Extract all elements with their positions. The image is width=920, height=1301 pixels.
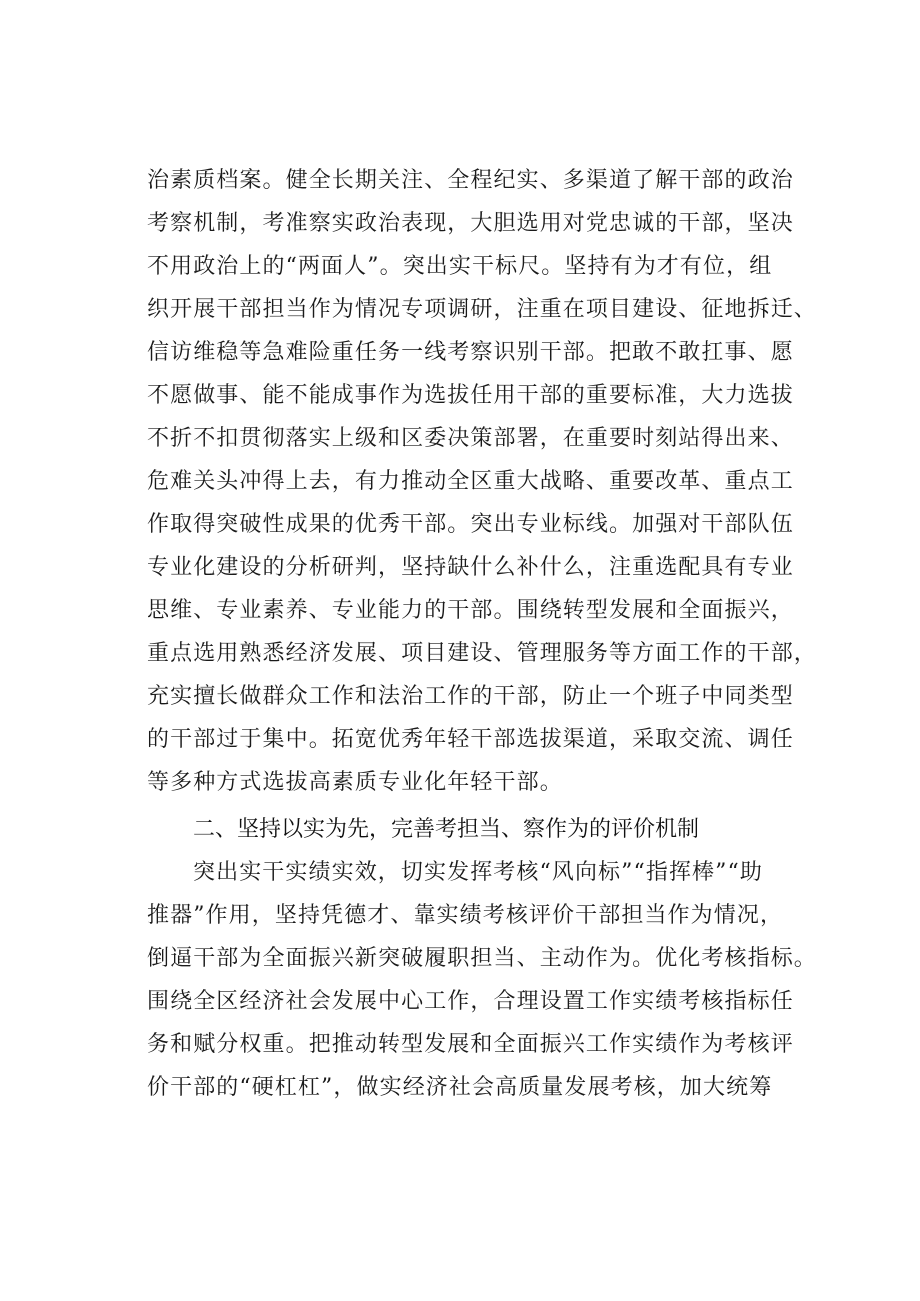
paragraph-line: 作取得突破性成果的优秀干部。突出专业标线。加强对干部队伍	[147, 512, 794, 537]
paragraph-line: 价干部的“硬杠杠”，做实经济社会高质量发展考核，加大统筹	[147, 1075, 773, 1100]
paragraph-line: 信访维稳等急难险重任务一线考察识别干部。把敢不敢扛事、愿	[147, 340, 794, 365]
paragraph-line: 不愿做事、能不能成事作为选拔任用干部的重要标准，大力选拔	[147, 383, 794, 408]
paragraph-line: 充实擅长做群众工作和法治工作的干部，防止一个班子中同类型	[147, 684, 794, 709]
paragraph-line: 思维、专业素养、专业能力的干部。围绕转型发展和全面振兴，	[147, 598, 794, 623]
paragraph-line: 务和赋分权重。把推动转型发展和全面振兴工作实绩作为考核评	[147, 1032, 794, 1057]
paragraph-line: 不用政治上的“两面人”。突出实干标尺。坚持有为才有位，组	[147, 254, 773, 279]
paragraph-line: 重点选用熟悉经济发展、项目建设、管理服务等方面工作的干部，	[147, 641, 817, 666]
paragraph-line: 考察机制，考准察实政治表现，大胆选用对党忠诚的干部，坚决	[147, 211, 794, 236]
paragraph-line: 突出实干实绩实效，切实发挥考核“风向标”“指挥棒”“助	[193, 860, 763, 885]
paragraph-line: 不折不扣贯彻落实上级和区委决策部署，在重要时刻站得出来、	[147, 426, 794, 451]
paragraph-line: 推器”作用，坚持凭德才、靠实绩考核评价干部担当作为情况，	[147, 903, 784, 928]
paragraph-line: 围绕全区经济社会发展中心工作，合理设置工作实绩考核指标任	[147, 989, 794, 1014]
paragraph-line: 织开展干部担当作为情况专项调研，注重在项目建设、征地拆迁、	[147, 297, 817, 322]
paragraph-line: 治素质档案。健全长期关注、全程纪实、多渠道了解干部的政治	[147, 168, 794, 193]
paragraph-line: 的干部过于集中。拓宽优秀年轻干部选拔渠道，采取交流、调任	[147, 727, 794, 752]
paragraph-line: 专业化建设的分析研判，坚持缺什么补什么，注重选配具有专业	[147, 555, 794, 580]
paragraph-line: 等多种方式选拔高素质专业化年轻干部。	[147, 770, 563, 795]
paragraph-line: 倒逼干部为全面振兴新突破履职担当、主动作为。优化考核指标。	[147, 946, 817, 971]
section-heading: 二、坚持以实为先，完善考担当、察作为的评价机制	[193, 817, 700, 842]
paragraph-line: 危难关头冲得上去，有力推动全区重大战略、重要改革、重点工	[147, 469, 794, 494]
